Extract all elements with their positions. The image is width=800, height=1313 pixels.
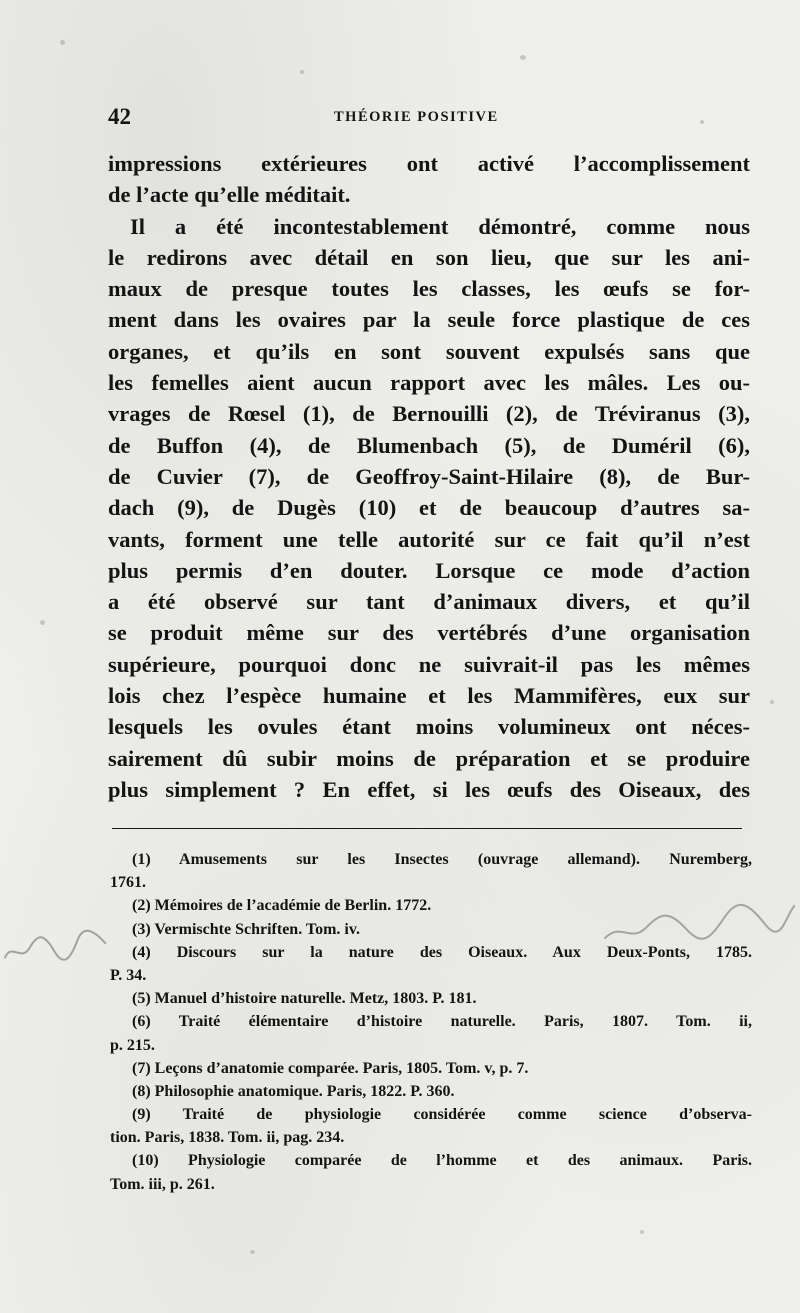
body-line: vrages de Rœsel (1), de Bernouilli (2), de Tréviranus (3), <box>108 401 750 427</box>
footnote-line: (1) Amusements sur les Insectes (ouvrage allemand). Nuremberg, <box>132 851 752 868</box>
footnote-line: (3) Vermischte Schriften. Tom. iv. <box>132 920 360 938</box>
page-header <box>108 104 758 136</box>
body-line: sairement dû subir moins de préparation et se produire <box>108 745 750 771</box>
body-line: de Buffon (4), de Blumenbach (5), de Duméril (6), <box>108 432 750 458</box>
body-line: dach (9), de Dugès (10) et de beaucoup d’autres sa- <box>108 495 750 521</box>
footnote-line: (9) Traité de physiologie considérée comme science d’observa- <box>132 1106 752 1124</box>
footnote-line: p. 215. <box>110 1036 155 1054</box>
body-line: les femelles aient aucun rapport avec les mâles. Les ou- <box>108 370 750 396</box>
body-line: supérieure, pourquoi donc ne suivrait-il pas les mêmes <box>108 651 750 677</box>
footnote-line: P. 34. <box>110 966 147 984</box>
bleed-through-handwriting-left <box>0 919 112 977</box>
footnote-line: Tom. iii, p. 261. <box>110 1175 215 1193</box>
body-line: de Cuvier (7), de Geoffroy-Saint-Hilaire (8), de Bur- <box>108 463 750 489</box>
body-line: a été observé sur tant d’animaux divers, et qu’il <box>108 589 750 615</box>
body-line: maux de presque toutes les classes, les œufs se for- <box>108 276 750 302</box>
body-line: le redirons avec détail en son lieu, que sur les ani- <box>108 244 750 270</box>
body-line: plus simplement ? En effet, si les œufs des Oiseaux, des <box>108 776 750 802</box>
footnote-line: tion. Paris, 1838. Tom. ii, pag. 234. <box>110 1129 345 1147</box>
footnote-line: (8) Philosophie anatomique. Paris, 1822. P. 360. <box>132 1082 455 1100</box>
paper-speck <box>40 620 45 625</box>
body-text <box>108 148 750 805</box>
footnote-line: (6) Traité élémentaire d’histoire naturelle. Paris, 1807. Tom. ii, <box>132 1013 752 1031</box>
body-line: Il a été incontestablement démontré, comme nous <box>130 213 750 239</box>
running-head: THÉORIE POSITIVE <box>334 109 499 125</box>
footnote-line: (10) Physiologie comparée de l’homme et des animaux. Paris. <box>132 1152 752 1170</box>
paper-speck <box>640 1230 644 1234</box>
body-line: se produit même sur des vertébrés d’une organisation <box>108 620 750 646</box>
body-line: plus permis d’en douter. Lorsque ce mode d’action <box>108 557 750 583</box>
body-line: lesquels les ovules étant moins volumineux ont néces- <box>108 714 750 740</box>
footnote-line: 1761. <box>110 874 146 892</box>
footnote-line: (4) Discours sur la nature des Oiseaux. Aux Deux-Ponts, 1785. <box>132 943 752 961</box>
paper-speck <box>520 55 526 60</box>
footnote-line: (7) Leçons d’anatomie comparée. Paris, 1805. Tom. v, p. 7. <box>132 1059 529 1077</box>
paper-speck <box>60 40 65 45</box>
page-number: 42 <box>108 104 131 129</box>
body-line: lois chez l’espèce humaine et les Mammifères, eux sur <box>108 683 750 709</box>
paper-speck <box>300 70 304 74</box>
body-line: vants, forment une telle autorité sur ce fait qu’il n’est <box>108 526 750 552</box>
paper-speck <box>770 700 774 704</box>
body-line: ment dans les ovaires par la seule force plastique de ces <box>108 307 750 333</box>
body-line: impressions extérieures ont activé l’accomplissement <box>108 151 750 176</box>
footnote-separator <box>112 828 742 829</box>
footnote-line: (5) Manuel d’histoire naturelle. Metz, 1803. P. 181. <box>132 990 477 1008</box>
body-line: de l’acte qu’elle méditait. <box>108 182 351 208</box>
footnote-line: (2) Mémoires de l’académie de Berlin. 1772. <box>132 897 432 915</box>
body-line: organes, et qu’ils en sont souvent expulsés sans que <box>108 338 750 364</box>
paper-speck <box>250 1250 255 1254</box>
footnotes <box>110 848 752 1196</box>
